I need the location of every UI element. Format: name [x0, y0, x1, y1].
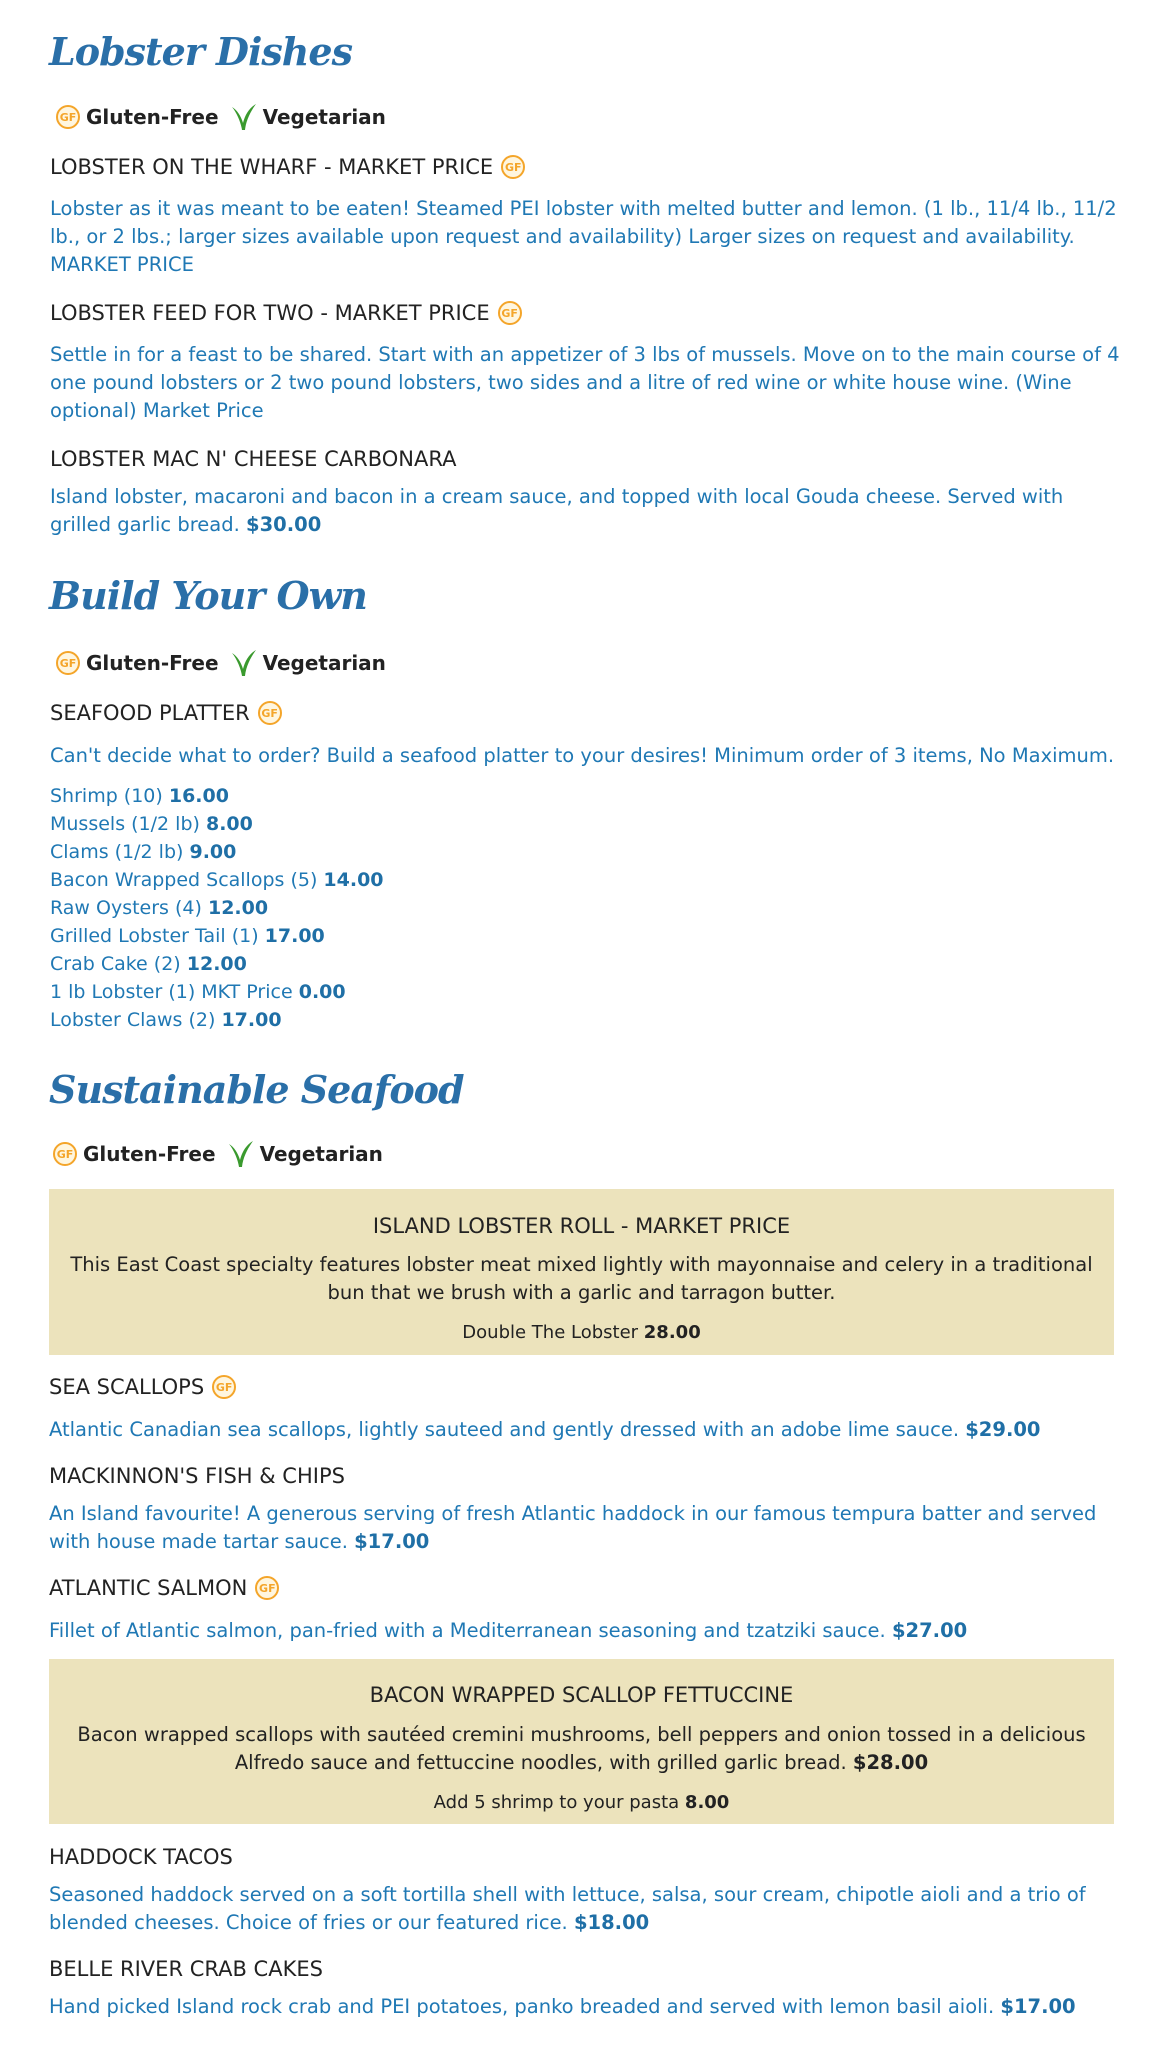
platter-option [50, 950, 384, 978]
item-name: LOBSTER MAC N' CHEESE CARBONARA [50, 447, 457, 471]
legend-gluten-free-label: Gluten-Free [83, 1142, 216, 1166]
platter-option [50, 810, 384, 838]
menu-item-description [49, 1500, 1129, 1556]
item-price: $17.00 [1000, 1995, 1076, 2018]
item-description-text: Seasoned haddock served on a soft tortilla shell with lettuce, salsa, sour cream, chipotle aioli and a trio of blended cheeses. Choice of fries or our featured rice. [49, 1883, 1086, 1934]
item-description-text: Island lobster, macaroni and bacon in a cream sauce, and topped with local Gouda cheese. Served with grilled garlic bread. [50, 485, 1064, 536]
extra-label: Double The Lobster [462, 1322, 639, 1343]
item-price: $27.00 [891, 1619, 968, 1642]
item-description-text: Atlantic Canadian sea scallops, lightly sauteed and gently dressed with an adobe lime sauce. [49, 1418, 960, 1441]
gluten-free-icon: GF [498, 301, 522, 325]
item-description-text: Bacon wrapped scallops with sautéed cremini mushrooms, bell peppers and onion tossed in a delicious Alfredo sauce and fettuccine noodles, with grilled garlic bread. [77, 1723, 1086, 1774]
option-price: 12.00 [186, 953, 247, 975]
menu-item-description: Lobster as it was meant to be eaten! Steamed PEI lobster with melted butter and lemon. (1 lb., 11/4 lb., 11/2 lb., or 2 lbs.; larger sizes available upon request and availability) Larger sizes on request and availability. MARKET PRICE [50, 197, 1117, 276]
option-price: 8.00 [205, 813, 253, 835]
legend-gluten-free-label: Gluten-Free [86, 105, 219, 129]
option-label: Crab Cake (2) [50, 953, 181, 975]
legend-vegetarian-label: Vegetarian [262, 651, 386, 675]
featured-item-description: This East Coast specialty features lobster meat mixed lightly with mayonnaise and celery in a traditional bun that we brush with a garlic and tarragon butter. [70, 1253, 1093, 1304]
option-label: Grilled Lobster Tail (1) [50, 925, 259, 947]
dietary-legend [53, 1138, 383, 1170]
section-title-sustainable-seafood: Sustainable Seafood [49, 1067, 464, 1112]
item-name: SEAFOOD PLATTER [50, 701, 250, 725]
platter-option [50, 838, 384, 866]
menu-item-description [49, 1416, 1129, 1444]
platter-option [50, 866, 384, 894]
dietary-legend [56, 101, 386, 133]
platter-option [50, 894, 384, 922]
item-name: HADDOCK TACOS [49, 1845, 233, 1869]
item-description-text: Fillet of Atlantic salmon, pan-fried with a Mediterranean seasoning and tzatziki sauce. [49, 1619, 886, 1642]
menu-item-description [49, 1993, 1129, 2021]
menu-item-title [49, 1954, 323, 1984]
menu-item-title [50, 298, 528, 328]
vegetarian-leaf-icon [231, 103, 257, 131]
gluten-free-icon: GF [56, 105, 80, 129]
option-price: 17.00 [264, 925, 325, 947]
item-name: SEA SCALLOPS [49, 1375, 205, 1399]
item-price: $28.00 [852, 1751, 929, 1774]
gluten-free-icon: GF [212, 1375, 236, 1399]
gluten-free-icon: GF [255, 1576, 279, 1600]
featured-item-extra [49, 1792, 1114, 1813]
item-name: LOBSTER FEED FOR TWO - MARKET PRICE [50, 301, 490, 325]
item-name: BELLE RIVER CRAB CAKES [49, 1957, 323, 1981]
platter-option [50, 922, 384, 950]
menu-item-title [49, 1842, 233, 1872]
item-name: MACKINNON'S FISH & CHIPS [49, 1464, 345, 1488]
item-description-text: Hand picked Island rock crab and PEI potatoes, panko breaded and served with lemon basil aioli. [49, 1995, 995, 2018]
option-label: Mussels (1/2 lb) [50, 813, 200, 835]
menu-item-description [50, 483, 1130, 539]
gluten-free-icon: GF [53, 1142, 77, 1166]
option-label: Bacon Wrapped Scallops (5) [50, 869, 318, 891]
featured-item-title: BACON WRAPPED SCALLOP FETTUCCINE [369, 1683, 794, 1707]
menu-item-title [49, 1461, 345, 1491]
option-price: 17.00 [221, 1009, 282, 1031]
platter-option [50, 1006, 384, 1034]
gluten-free-icon: GF [56, 651, 80, 675]
extra-label: Add 5 shrimp to your pasta [433, 1792, 680, 1813]
gluten-free-icon: GF [501, 155, 525, 179]
option-label: Raw Oysters (4) [50, 897, 202, 919]
option-label: Clams (1/2 lb) [50, 841, 184, 863]
option-price: 9.00 [189, 841, 237, 863]
platter-option [50, 978, 384, 1006]
option-label: Lobster Claws (2) [50, 1009, 216, 1031]
platter-option [50, 782, 384, 810]
option-label: Shrimp (10) [50, 785, 163, 807]
legend-vegetarian-label: Vegetarian [262, 105, 386, 129]
option-price: 16.00 [168, 785, 229, 807]
legend-gluten-free-label: Gluten-Free [86, 651, 219, 675]
extra-price: 28.00 [643, 1322, 701, 1343]
gluten-free-icon: GF [258, 701, 282, 725]
menu-item-title [50, 444, 456, 474]
section-title-lobster-dishes: Lobster Dishes [49, 29, 352, 74]
featured-item-description [59, 1721, 1104, 1777]
vegetarian-leaf-icon [228, 1140, 254, 1168]
option-label: 1 lb Lobster (1) MKT Price [50, 981, 293, 1003]
featured-item-scallop-fettuccine [49, 1659, 1114, 1824]
menu-item-title [50, 152, 531, 182]
featured-item-lobster-roll [49, 1189, 1114, 1355]
item-description-text: An Island favourite! A generous serving of fresh Atlantic haddock in our famous tempura batter and served with house made tartar sauce. [49, 1502, 1097, 1553]
item-price: $29.00 [965, 1418, 1041, 1441]
item-price: $17.00 [354, 1530, 430, 1553]
extra-price: 8.00 [684, 1792, 730, 1813]
item-price: $30.00 [246, 513, 322, 536]
menu-item-title [50, 698, 288, 728]
menu-item-title [49, 1372, 242, 1402]
featured-item-title: ISLAND LOBSTER ROLL - MARKET PRICE [372, 1214, 791, 1238]
item-price: $18.00 [573, 1911, 650, 1934]
menu-item-description: Settle in for a feast to be shared. Start with an appetizer of 3 lbs of mussels. Move on to the main course of 4 one pound lobsters or 2 two pound lobsters, two sides and a litre of red wine or white house wine. (Wine optional) Market Price [50, 343, 1120, 422]
platter-options-list [50, 782, 384, 1034]
item-name: LOBSTER ON THE WHARF - MARKET PRICE [50, 155, 494, 179]
menu-item-title [49, 1573, 285, 1603]
item-name: ATLANTIC SALMON [49, 1576, 248, 1600]
menu-item-description [49, 1881, 1129, 1937]
featured-item-extra [49, 1322, 1114, 1343]
menu-item-description [49, 1617, 1129, 1645]
option-price: 14.00 [323, 869, 384, 891]
dietary-legend [56, 647, 386, 679]
menu-item-description: Can't decide what to order? Build a seafood platter to your desires! Minimum order of 3 items, No Maximum. [50, 744, 1115, 767]
vegetarian-leaf-icon [231, 649, 257, 677]
option-price: 12.00 [207, 897, 269, 919]
section-title-build-your-own: Build Your Own [49, 573, 367, 618]
legend-vegetarian-label: Vegetarian [259, 1142, 383, 1166]
option-price: 0.00 [298, 981, 346, 1003]
